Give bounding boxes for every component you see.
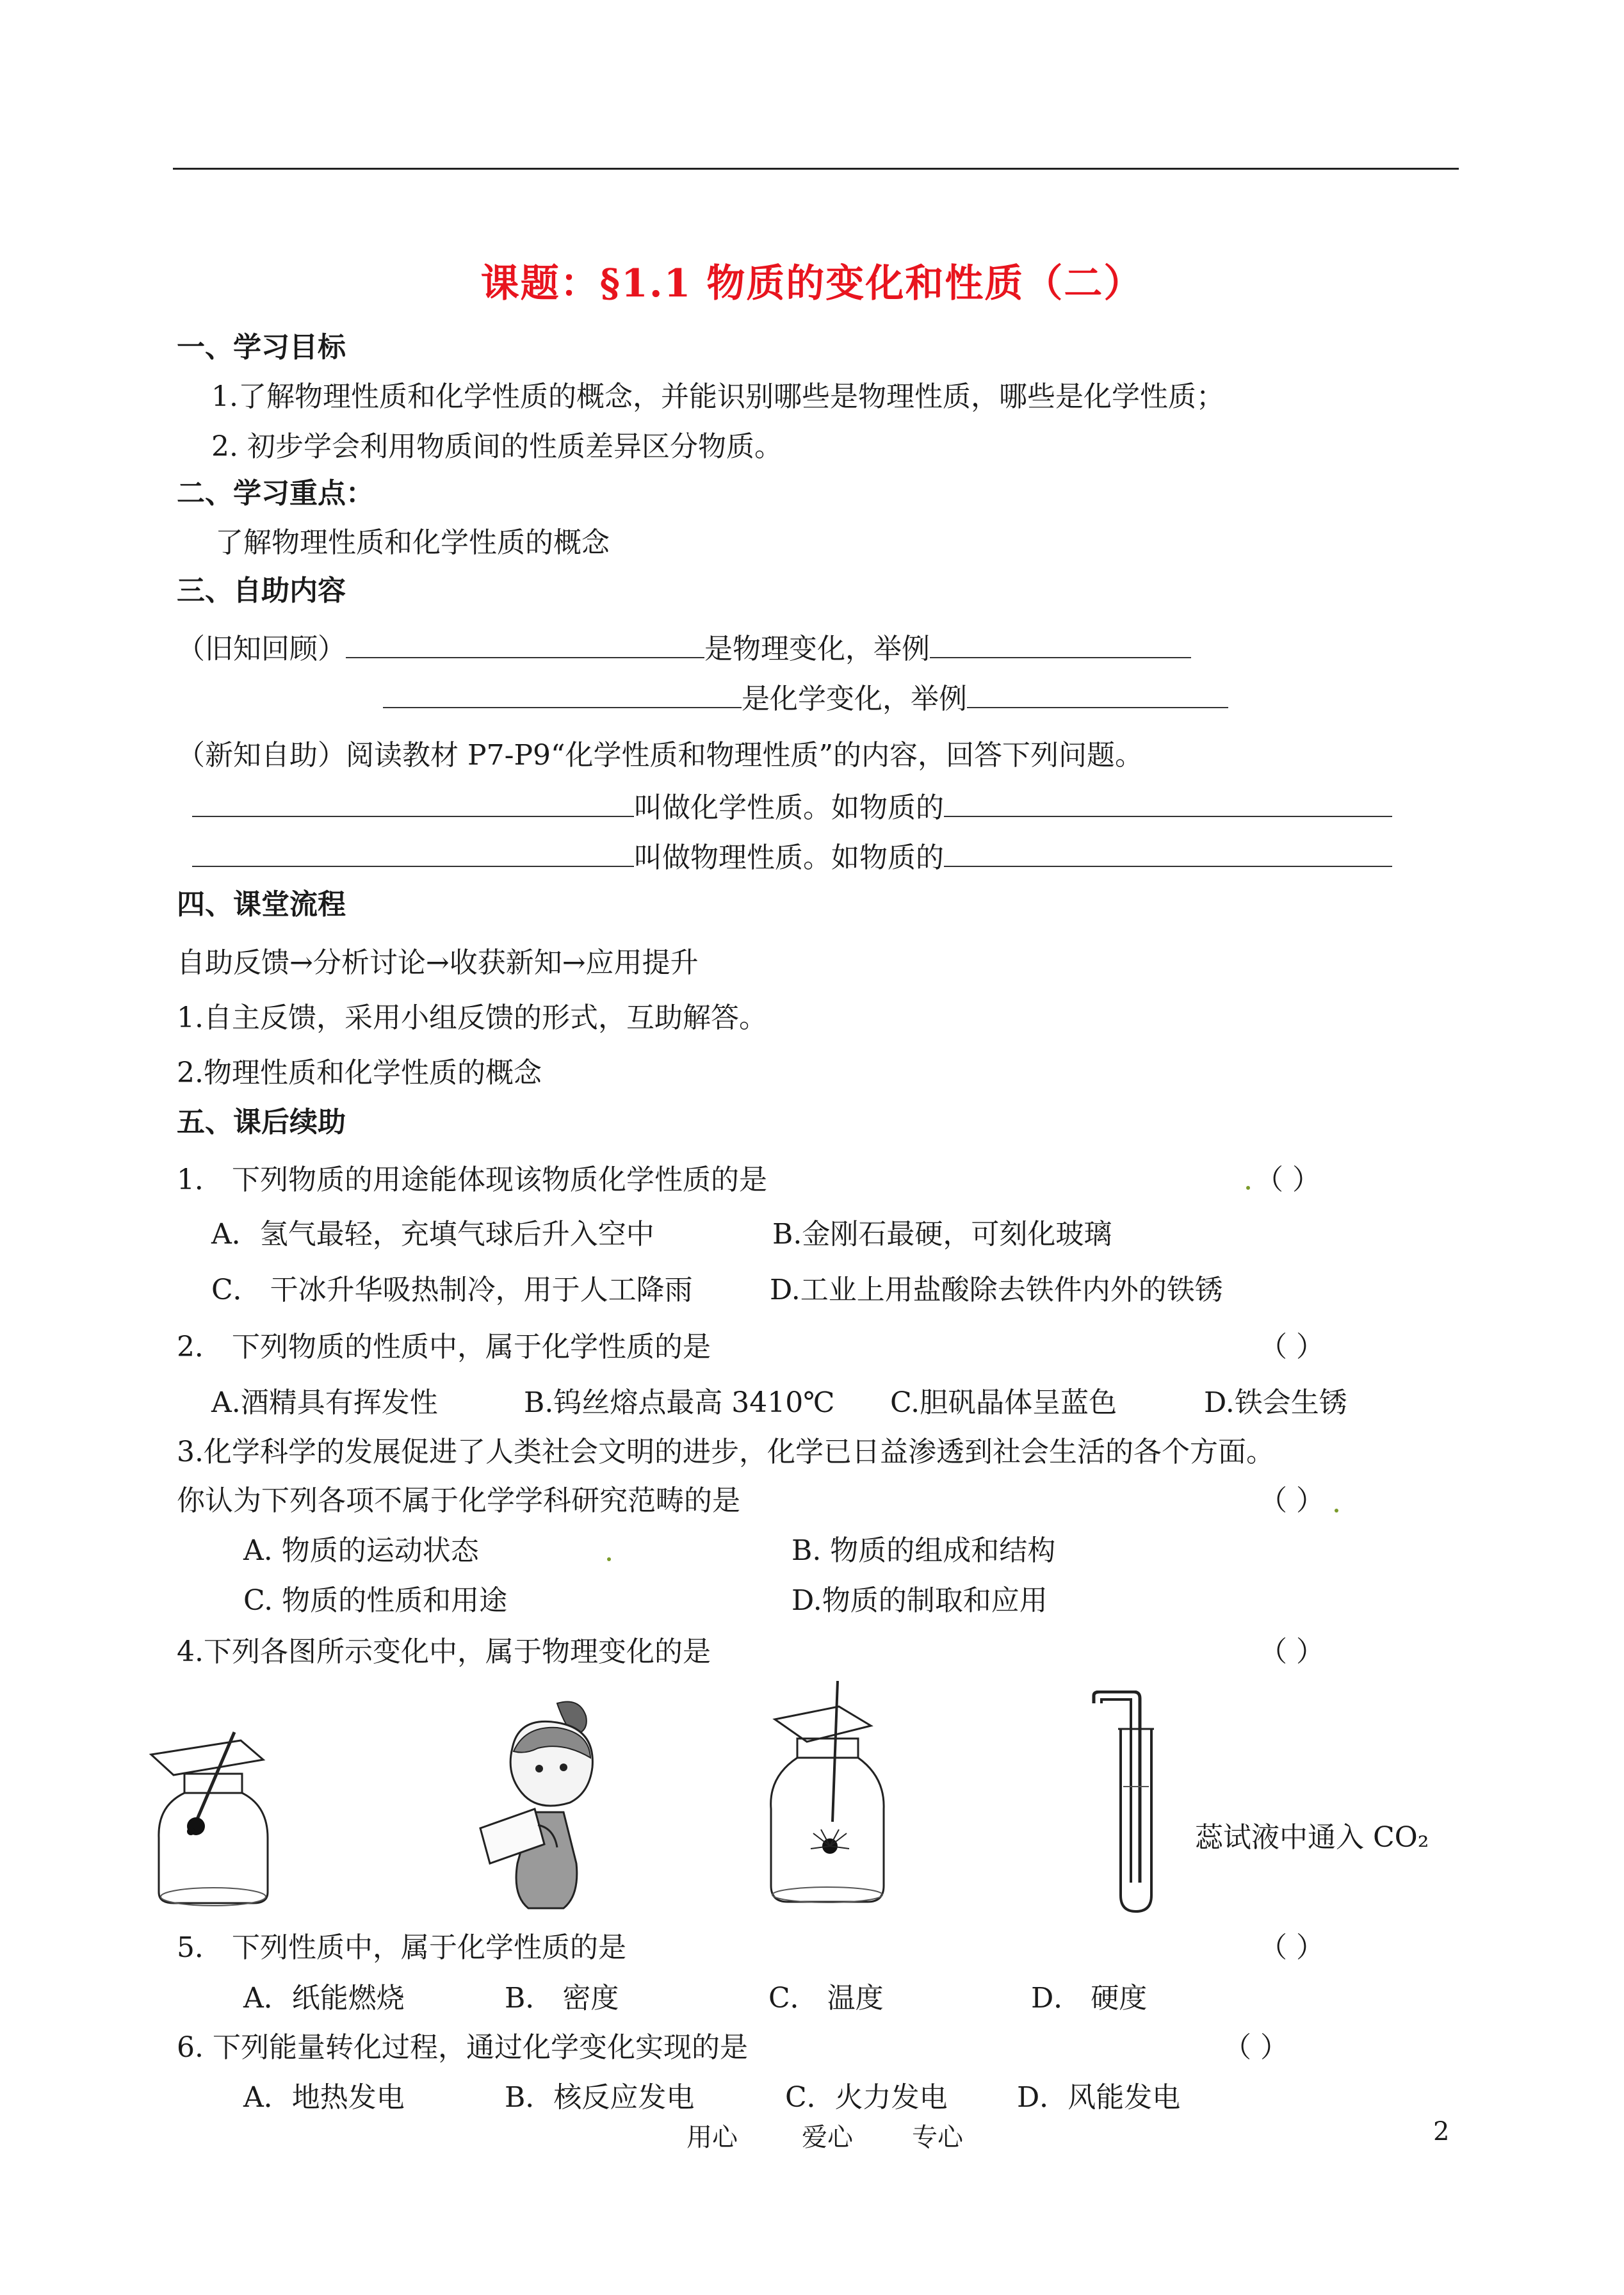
jar-with-rod-illustration — [145, 1729, 298, 1915]
q2-option-a: A.酒精具有挥发性 — [211, 1386, 438, 1419]
q1-option-d: D.工业上用盐酸除去铁件内外的铁锈 — [770, 1274, 1223, 1306]
q6-option-a: A．地热发电 — [243, 2081, 405, 2114]
flow-item-1: 1.自主反馈，采用小组反馈的形式，互助解答。 — [177, 1002, 767, 1034]
goal-item-1: 1.了解物理性质和化学性质的概念，并能识别哪些是物理性质，哪些是化学性质； — [211, 380, 1224, 413]
q1-option-a: A．氢气最轻，充填气球后升入空中 — [211, 1218, 654, 1251]
new-knowledge-intro: （新知自助）阅读教材 P7-P9“化学性质和物理性质”的内容，回答下列问题。 — [177, 739, 1144, 772]
q2-answer-paren[interactable]: （ ） — [1259, 1331, 1324, 1363]
q3-answer-paren[interactable]: （ ） — [1259, 1484, 1324, 1517]
q3-stem-line-1: 3.化学科学的发展促进了人类社会文明的进步，化学已日益渗透到社会生活的各个方面。 — [177, 1436, 1274, 1468]
q3-option-d: D.物质的制取和应用 — [792, 1584, 1048, 1617]
focus-text: 了解物理性质和化学性质的概念 — [215, 526, 610, 559]
review-blank-1[interactable] — [346, 631, 704, 658]
q5-option-b: B． 密度 — [505, 1982, 619, 2015]
q2-stem: 2． 下列物质的性质中，属于化学性质的是 — [177, 1331, 711, 1363]
q6-answer-paren[interactable]: （ ） — [1223, 2031, 1288, 2064]
phys-example-blank[interactable] — [944, 840, 1392, 867]
q5-answer-paren[interactable]: （ ） — [1259, 1931, 1324, 1964]
chem-property-blank[interactable] — [192, 790, 634, 817]
section-heading-selfhelp: 三、自助内容 — [177, 574, 346, 607]
speck — [1246, 1186, 1250, 1190]
q6-option-b: B．核反应发电 — [505, 2081, 695, 2114]
q5-option-a: A．纸能燃烧 — [243, 1982, 405, 2015]
review-text-1: 是物理变化，举例 — [704, 633, 930, 665]
combustion-jar-illustration — [762, 1681, 890, 1911]
q1-option-c: C． 干冰升华吸热制冷，用于人工降雨 — [211, 1274, 693, 1306]
review-line-1 — [177, 631, 1191, 667]
q6-option-d: D．风能发电 — [1017, 2081, 1181, 2114]
flow-text: 自助反馈→分析讨论→收获新知→应用提升 — [177, 946, 699, 979]
q1-answer-paren[interactable]: （ ） — [1255, 1164, 1320, 1196]
q4-answer-paren[interactable]: （ ） — [1259, 1635, 1324, 1668]
review-text-2: 是化学变化，举例 — [742, 683, 967, 715]
new-line-2 — [192, 840, 1392, 876]
footer-word-1: 用心 — [686, 2123, 738, 2152]
review-blank-2[interactable] — [383, 681, 742, 708]
phys-property-blank[interactable] — [192, 840, 634, 867]
q3-option-c: C. 物质的性质和用途 — [243, 1584, 508, 1617]
goal-item-2: 2. 初步学会利用物质间的性质差异区分物质。 — [211, 430, 783, 463]
test-tube-illustration — [1089, 1691, 1178, 1915]
new-line-1 — [192, 790, 1392, 826]
section-heading-after: 五、课后续助 — [177, 1106, 346, 1139]
figure-caption: 蕊试液中通入 CO₂ — [1195, 1821, 1429, 1854]
flow-item-2: 2.物理性质和化学性质的概念 — [177, 1057, 542, 1089]
q6-option-c: C．火力发电 — [785, 2081, 948, 2114]
new-text-2: 叫做物理性质。如物质的 — [634, 841, 944, 874]
q5-option-c: C． 温度 — [768, 1982, 884, 2015]
page-title: 课题：§1.1 物质的变化和性质（二） — [480, 261, 1144, 306]
section-heading-flow: 四、课堂流程 — [177, 888, 346, 921]
q6-stem: 6. 下列能量转化过程，通过化学变化实现的是 — [177, 2031, 748, 2064]
footer-word-2: 爱心 — [802, 2123, 853, 2152]
chem-example-blank[interactable] — [944, 790, 1392, 817]
q2-option-b: B.钨丝熔点最高 3410℃ — [524, 1386, 835, 1419]
section-heading-focus: 二、学习重点： — [177, 477, 374, 510]
header-rule — [173, 168, 1459, 170]
q2-option-c: C.胆矾晶体呈蓝色 — [890, 1386, 1117, 1419]
speck — [607, 1557, 611, 1561]
q2-option-d: D.铁会生锈 — [1204, 1386, 1347, 1419]
new-text-1: 叫做化学性质。如物质的 — [634, 791, 944, 824]
q3-option-a: A. 物质的运动状态 — [243, 1534, 479, 1567]
review-example-blank-2[interactable] — [967, 681, 1228, 708]
review-line-2 — [383, 681, 1228, 717]
q5-stem: 5． 下列性质中，属于化学性质的是 — [177, 1931, 626, 1964]
q1-stem: 1． 下列物质的用途能体现该物质化学性质的是 — [177, 1164, 767, 1196]
review-label: （旧知回顾） — [177, 633, 346, 665]
review-example-blank-1[interactable] — [930, 631, 1191, 658]
q1-option-b: B.金刚石最硬，可刻化玻璃 — [772, 1218, 1112, 1251]
q3-option-b: B. 物质的组成和结构 — [792, 1534, 1056, 1567]
q4-stem: 4.下列各图所示变化中，属于物理变化的是 — [177, 1635, 711, 1668]
speck — [1335, 1509, 1338, 1512]
page-number: 2 — [1433, 2117, 1450, 2146]
footer-word-3: 专心 — [912, 2123, 963, 2152]
q5-option-d: D． 硬度 — [1031, 1982, 1148, 2015]
q3-stem-line-2: 你认为下列各项不属于化学学科研究范畴的是 — [177, 1484, 740, 1517]
section-heading-goals: 一、学习目标 — [177, 331, 346, 364]
girl-smelling-illustration — [467, 1697, 628, 1915]
